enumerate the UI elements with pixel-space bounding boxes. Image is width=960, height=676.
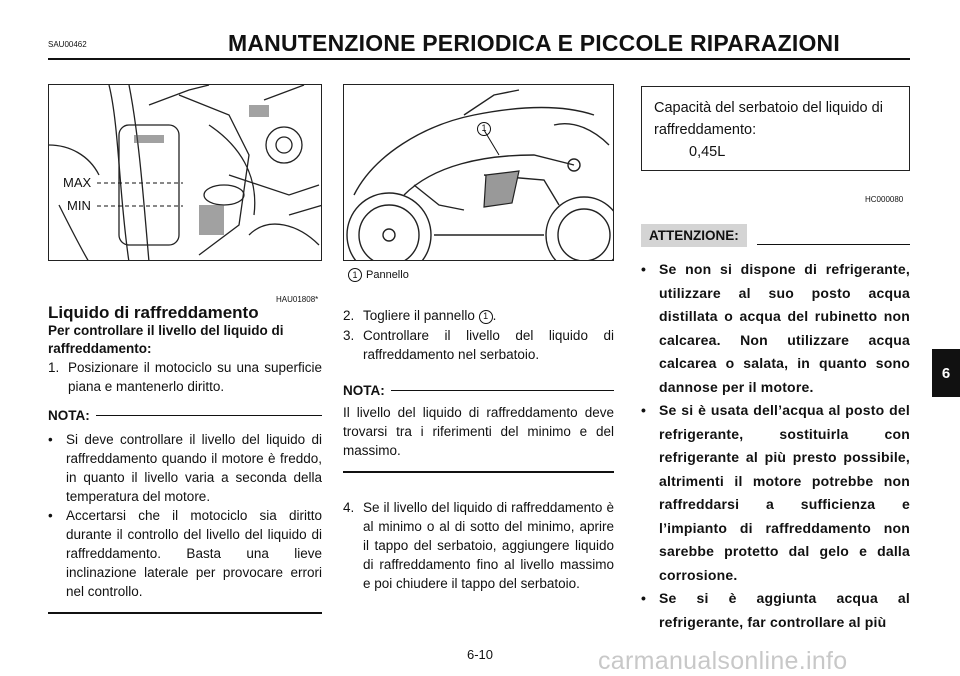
note-label: NOTA: xyxy=(343,383,385,398)
step-4 xyxy=(343,498,614,593)
bullet-text: Se si è aggiunta acqua al refrigerante, far controllare al più xyxy=(659,590,910,630)
note-heading xyxy=(343,383,614,398)
step-number: 1. xyxy=(48,360,60,375)
bullet-icon: • xyxy=(48,432,53,447)
page-title: MANUTENZIONE PERIODICA E PICCOLE RIPARAZIONI xyxy=(228,30,840,56)
bullet-icon: • xyxy=(48,508,53,523)
chapter-tab[interactable]: 6 xyxy=(932,349,960,397)
bullet-text: Se si è usata dell’acqua al posto del refrigerante, sostituirla con refrigerante al più presto possibile, altrimenti il motore potrebbe non raffreddarsi a sufficienza e l’impianto di raffreddamento non sarebbe protetto dal gelo e dalla corrosione. xyxy=(659,402,910,583)
watermark: carmanualsonline.info xyxy=(598,647,848,675)
capacity-label: Capacità del serbatoio del liquido di raffreddamento: xyxy=(654,100,883,138)
list-item xyxy=(48,506,322,601)
step-text-end: . xyxy=(492,308,497,323)
figure-caption xyxy=(348,268,409,282)
bullet-icon: • xyxy=(641,590,647,606)
caption-text: Pannello xyxy=(366,269,409,281)
coolant-reservoir-figure xyxy=(48,84,322,261)
bullet-text: Se non si dispone di refrigerante, utilizzare al suo posto acqua distillata o acqua del rubinetto non calcarea. Non utilizzare acqua calcarea o salata, in quanto sono dannose per il motore. xyxy=(659,261,910,395)
min-label: MIN xyxy=(67,198,91,213)
list-item xyxy=(48,430,322,506)
warning-heading xyxy=(641,224,910,247)
step-text: Posizionare il motociclo su una superficie piana e mantenerlo diritto. xyxy=(68,360,322,394)
note-rule xyxy=(96,415,322,417)
note-label: NOTA: xyxy=(48,408,90,423)
callout-1: 1 xyxy=(477,119,491,137)
step-3 xyxy=(343,326,614,364)
step-text xyxy=(359,306,614,325)
procedure-heading: Per controllare il livello del liquido di raffreddamento: xyxy=(48,323,284,356)
warning-list xyxy=(641,258,910,634)
step-1 xyxy=(48,358,322,396)
section-code: SAU00462 xyxy=(48,40,87,49)
note-heading xyxy=(48,408,322,423)
note-list xyxy=(48,430,322,601)
page-number: 6-10 xyxy=(466,647,494,662)
step-text-part: Togliere il pannello xyxy=(363,308,475,323)
bullet-text: Si deve controllare il livello del liquido di raffreddamento quando il motore è freddo, in quanto il livello varia a seconda della temperatura del motore. xyxy=(66,432,322,504)
bullet-icon: • xyxy=(641,261,647,277)
part-callout: 1 xyxy=(479,310,493,324)
list-item xyxy=(641,399,910,587)
list-item xyxy=(641,258,910,399)
step-text: Controllare il livello del liquido di raffreddamento nel serbatoio. xyxy=(363,328,614,362)
bullet-icon: • xyxy=(641,402,647,418)
capacity-value: 0,45L xyxy=(689,144,726,160)
step-number: 3. xyxy=(343,328,355,343)
step-number: 4. xyxy=(343,500,355,515)
motorcycle-figure xyxy=(343,84,614,261)
step-2 xyxy=(343,306,614,325)
warning-label: ATTENZIONE: xyxy=(641,224,747,247)
note-end-rule xyxy=(48,612,322,614)
ref-code: HAU01808* xyxy=(276,295,319,304)
step-number: 2. xyxy=(343,308,355,323)
coolant-reservoir-illustration xyxy=(49,85,322,261)
motorcycle-illustration xyxy=(344,85,614,261)
step-text: Se il livello del liquido di raffreddamento è al minimo o al di sotto del minimo, aprire il tappo del serbatoio, aggiungere liquido di raffreddamento fino al livello massimo e poi chiudere il tappo del serbatoio. xyxy=(363,500,614,591)
note-text: Il livello del liquido di raffreddamento deve trovarsi tra i riferimenti del minimo e del massimo. xyxy=(343,405,614,458)
ref-code: HC000080 xyxy=(865,195,904,204)
header-rule xyxy=(48,58,910,60)
section-heading: Liquido di raffreddamento xyxy=(48,303,259,322)
note-rule xyxy=(391,390,614,392)
note-end-rule xyxy=(343,471,614,473)
warning-rule xyxy=(757,244,910,246)
capacity-box xyxy=(641,86,910,171)
bullet-text: Accertarsi che il motociclo sia diritto durante il controllo del livello del liquido di raffreddamento. Basta una lieve inclinazione laterale per provocare errori nel controllo. xyxy=(66,508,322,599)
caption-callout: 1 xyxy=(348,268,362,282)
list-item xyxy=(641,587,910,634)
max-label: MAX xyxy=(63,175,92,190)
